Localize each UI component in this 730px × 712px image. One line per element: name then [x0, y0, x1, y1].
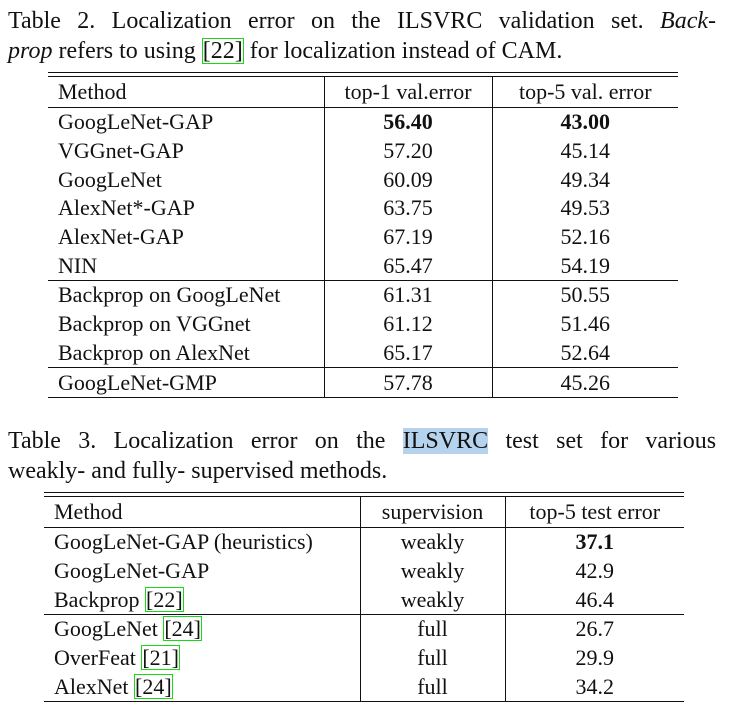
table-row [44, 672, 684, 701]
table2-caption-label: Table 2. [8, 8, 96, 34]
table2-caption-italic-b: prop [8, 38, 53, 64]
best-top5-value: 43.00 [560, 109, 610, 135]
table3-caption-line1 [8, 426, 716, 456]
top1-cell [324, 108, 492, 137]
table-row [48, 281, 678, 310]
error-cell: 26.7 [505, 615, 684, 644]
method-cell: AlexNet-GAP [48, 223, 324, 252]
top5-cell: 51.46 [560, 311, 610, 337]
best-error-value: 37.1 [575, 529, 614, 555]
top5-cell: 45.26 [492, 368, 678, 398]
method-cell: GoogLeNet-GMP [48, 368, 324, 398]
method-cell [44, 585, 360, 614]
citation-link[interactable]: [24] [164, 616, 202, 642]
top1-cell: 61.31 [324, 281, 492, 310]
top5-cell: 50.55 [492, 281, 678, 310]
table2-caption-text-c: for localization instead of CAM. [249, 38, 563, 64]
table2-caption-text: Localization error on the ILSVRC validation set. [111, 8, 644, 34]
citation-link[interactable]: [21] [142, 645, 180, 671]
table-row [44, 557, 684, 586]
method-name: OverFeat [54, 645, 136, 671]
method-cell [44, 672, 360, 701]
top1-cell: 60.09 [324, 165, 492, 194]
supervision-cell: weakly [360, 528, 505, 557]
citation-link[interactable]: [24] [135, 673, 172, 699]
table2-caption-italic-a: Back- [660, 8, 716, 34]
table2-caption-line1 [8, 6, 716, 36]
supervision-cell: full [360, 644, 505, 673]
method-cell: NIN [48, 251, 324, 280]
citation-link[interactable]: [22] [202, 38, 243, 64]
table3 [44, 496, 684, 702]
method-name: AlexNet [54, 673, 129, 699]
top1-cell: 57.20 [324, 137, 492, 166]
supervision-cell: full [360, 672, 505, 701]
column-header-supervision: supervision [360, 497, 505, 528]
column-header-method: Method [48, 77, 324, 108]
table-row [48, 194, 678, 223]
top1-cell: 57.78 [324, 368, 492, 398]
table-row [44, 585, 684, 614]
table2-top-rule [48, 72, 678, 73]
table-row [44, 528, 684, 557]
column-header-top5: top-5 val. error [492, 77, 678, 108]
table-row [48, 251, 678, 280]
table-row [48, 310, 678, 339]
selected-text-highlight[interactable]: ILSVRC [402, 428, 489, 454]
method-name: Backprop [54, 586, 140, 612]
supervision-cell: weakly [360, 585, 505, 614]
table3-caption-line2: weakly- and fully- supervised methods. [8, 458, 388, 484]
top5-cell [492, 108, 678, 137]
error-cell [505, 528, 684, 557]
top5-cell: 49.34 [560, 166, 610, 192]
error-cell: 29.9 [575, 645, 614, 671]
top5-cell: 45.14 [560, 138, 610, 164]
table2-caption-text-b: refers to using [58, 38, 196, 64]
top1-cell: 65.47 [324, 251, 492, 280]
table-row [44, 615, 684, 644]
error-cell: 46.4 [575, 586, 614, 612]
table3-caption-text-b: test set for various [505, 428, 717, 454]
method-cell: Backprop on AlexNet [48, 339, 324, 368]
method-cell [44, 644, 360, 673]
method-cell: GoogLeNet [48, 165, 324, 194]
method-cell: Backprop on GoogLeNet [48, 281, 324, 310]
method-cell [44, 528, 360, 557]
error-cell: 34.2 [505, 672, 684, 701]
column-header-top1: top-1 val.error [324, 77, 492, 108]
table2-header-row [48, 77, 678, 108]
table-row [48, 339, 678, 368]
table-row [48, 137, 678, 166]
top1-cell: 61.12 [324, 310, 492, 339]
method-name: GoogLeNet-GAP [54, 558, 210, 584]
column-header-method: Method [44, 497, 360, 528]
method-cell: VGGnet-GAP [48, 137, 324, 166]
table3-caption-text-a: Localization error on the [113, 428, 386, 454]
top5-cell: 54.19 [560, 252, 610, 278]
table3-top-rule [44, 492, 684, 493]
table3-caption-label: Table 3. [8, 428, 97, 454]
top5-cell: 52.16 [560, 224, 610, 250]
error-cell: 42.9 [575, 558, 614, 584]
top1-cell: 63.75 [324, 194, 492, 223]
top5-cell: 49.53 [560, 195, 610, 221]
method-cell: Backprop on VGGnet [48, 310, 324, 339]
table-row [48, 165, 678, 194]
method-cell [44, 615, 360, 644]
table-row [48, 223, 678, 252]
top1-cell: 65.17 [324, 339, 492, 368]
column-header-top5-test: top-5 test error [505, 497, 684, 528]
method-name: GoogLeNet-GAP (heuristics) [54, 529, 313, 555]
method-cell [44, 557, 360, 586]
top5-cell: 52.64 [560, 339, 610, 365]
table-row [48, 368, 678, 398]
table-row [44, 644, 684, 673]
table-row [48, 108, 678, 137]
method-cell: GoogLeNet-GAP [48, 108, 324, 137]
method-name: GoogLeNet [54, 616, 158, 642]
table3-header-row [44, 497, 684, 528]
supervision-cell: weakly [360, 557, 505, 586]
table2-caption-line2 [8, 36, 716, 66]
table3-caption [8, 426, 716, 486]
best-top1-value: 56.40 [383, 109, 433, 135]
top1-cell: 67.19 [324, 223, 492, 252]
supervision-cell: full [360, 615, 505, 644]
table2 [48, 76, 678, 398]
citation-link[interactable]: [22] [146, 586, 183, 612]
table2-caption [8, 6, 716, 66]
method-cell: AlexNet*-GAP [48, 194, 324, 223]
